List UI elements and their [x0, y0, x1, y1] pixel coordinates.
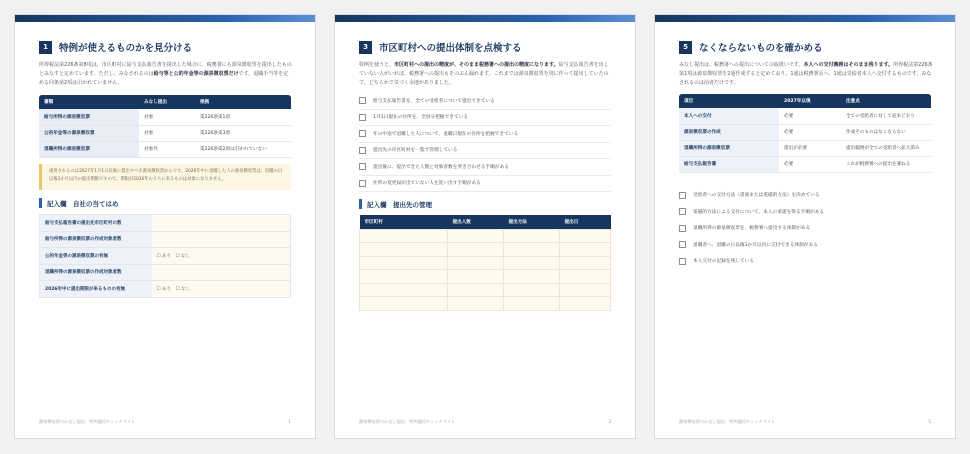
table-input-cell[interactable] — [504, 243, 560, 257]
checklist-item[interactable] — [359, 93, 611, 110]
checkbox[interactable] — [679, 192, 686, 199]
checklist-item[interactable] — [359, 126, 611, 143]
checklist-label: 提出後に、提出できた人数と対象者数を突き合わせる手順がある — [373, 164, 509, 170]
checklist-label: 提出先の市区町村を一覧で管理している — [373, 148, 458, 154]
page-1 — [14, 14, 316, 439]
table-input-cell[interactable] — [448, 229, 504, 243]
table-input-cell[interactable] — [504, 283, 560, 297]
table-input-cell[interactable] — [560, 297, 611, 311]
table-input-cell[interactable] — [448, 283, 504, 297]
table-cell: 給与支払報告書 — [679, 156, 779, 172]
section-title — [679, 40, 823, 54]
page-footer — [679, 419, 931, 425]
table-row — [360, 297, 611, 311]
footer-title: 源泉徴収票のみなし提出 特例適用チェックリスト — [679, 419, 776, 424]
table-cell: 対象 — [139, 109, 195, 125]
table-header: 提出方法 — [504, 215, 560, 229]
table-row — [360, 270, 611, 284]
section-title — [39, 40, 192, 54]
document-scope-table — [39, 95, 291, 158]
form-value-field[interactable]: ☐ あり ☐ なし — [152, 281, 291, 298]
checklist-label: 年の中途で退職した人について、退職日現在の住所を把握できている — [373, 131, 519, 137]
table-row — [679, 156, 931, 172]
remaining-obligations-table — [679, 94, 931, 173]
table-input-cell[interactable] — [560, 283, 611, 297]
checklist-label: 1月1日現在の住所を、全員分把握できている — [373, 115, 469, 121]
form-row — [40, 215, 291, 232]
checklist-label: 退職者へ、退職の日以後1か月以内に交付できる体制がある — [693, 242, 818, 248]
table-header: みなし提出 — [139, 95, 195, 109]
checklist-label: 受給者への交付方法（書面または電磁的方法）を決めている — [693, 193, 820, 199]
table-header: 根拠 — [195, 95, 291, 109]
heading-accent-bar — [359, 199, 362, 209]
form-label: 2026年中に提出期限が来るものの有無 — [40, 281, 152, 298]
table-row — [360, 229, 611, 243]
intro-text: 特例を使うと、市区町村への提出の精度が、そのまま税務署への提出の精度になります。給与支払報告書を出していない人がいれば、税務署への提出もそのぶん漏れます。これまでは源泉徴収票を別に作って提出していたので、どちらかで気づく余地がありました。 — [359, 62, 609, 86]
table-cell: 必要 — [779, 108, 841, 124]
form-heading-text: 記入欄 提出先の管理 — [367, 200, 432, 209]
table-header-row — [679, 94, 931, 108]
checklist-item[interactable] — [679, 220, 931, 237]
checklist-item[interactable] — [679, 187, 931, 204]
table-input-cell[interactable] — [560, 270, 611, 284]
page-3 — [334, 14, 636, 439]
checklist-label: 住所の変更届が出ていない人を洗い出す手順がある — [373, 181, 481, 187]
table-header: 項目 — [679, 94, 779, 108]
table-row — [360, 243, 611, 257]
checkbox[interactable] — [679, 258, 686, 265]
table-cell: 必要 — [779, 124, 841, 140]
page-footer — [359, 419, 611, 425]
submission-management-table — [359, 215, 611, 311]
section-heading: なくならないものを確かめる — [699, 43, 823, 54]
checkbox[interactable] — [359, 97, 366, 104]
checkbox[interactable] — [359, 180, 366, 187]
table-row — [39, 125, 291, 141]
form-row — [40, 231, 291, 248]
table-input-cell[interactable] — [448, 270, 504, 284]
table-cell: 退職所得の源泉徴収票 — [39, 141, 139, 157]
section-heading: 特例が使えるものかを見分ける — [59, 43, 193, 54]
section-number-badge: 5 — [679, 41, 692, 54]
table-input-cell[interactable] — [360, 243, 448, 257]
page-number: 3 — [608, 419, 611, 424]
table-input-cell[interactable] — [360, 270, 448, 284]
self-assessment-form — [39, 214, 291, 298]
table-header: 提出人数 — [448, 215, 504, 229]
form-label: 公的年金等の源泉徴収票の有無 — [40, 248, 152, 265]
page-number: 5 — [928, 419, 931, 424]
table-header: 書類 — [39, 95, 139, 109]
table-cell: 作成そのものはなくならない — [841, 124, 931, 140]
table-row — [679, 124, 931, 140]
section-heading: 市区町村への提出体制を点検する — [379, 43, 522, 54]
table-input-cell[interactable] — [504, 270, 560, 284]
table-cell: 提出が必要 — [779, 140, 841, 156]
table-input-cell[interactable] — [560, 229, 611, 243]
checkbox[interactable] — [679, 241, 686, 248]
table-input-cell[interactable] — [560, 256, 611, 270]
checkbox[interactable] — [359, 147, 366, 154]
table-header: 提出日 — [560, 215, 611, 229]
footer-title: 源泉徴収票のみなし提出 特例適用チェックリスト — [39, 419, 136, 424]
checklist-item[interactable] — [359, 159, 611, 176]
form-heading — [359, 199, 432, 209]
checklist-label: 電磁的方法による交付について、本人の承諾を得る手順がある — [693, 209, 825, 215]
table-row — [39, 141, 291, 157]
page-5 — [654, 14, 956, 439]
page-top-bar — [335, 15, 635, 22]
form-row — [40, 281, 291, 298]
checkbox[interactable] — [679, 225, 686, 232]
table-row — [679, 140, 931, 156]
checkbox[interactable] — [679, 208, 686, 215]
intro-text: 所得税法第226条第8項は、市区町村に給与支払報告書を提出した場合に、税務署にも源泉徴収票を提出したものとみなすと定めています。ただし、みなされるのは給与等と公的年金等の源泉徴収票だけです。退職手当等を定める同条第2項は引かれていません。 — [39, 62, 292, 86]
table-cell: 公的年金等の源泉徴収票 — [39, 125, 139, 141]
table-header-row — [39, 95, 291, 109]
table-input-cell[interactable] — [448, 256, 504, 270]
table-header: 2027年以後 — [779, 94, 841, 108]
table-input-cell[interactable] — [560, 243, 611, 257]
checkbox[interactable] — [359, 130, 366, 137]
form-label: 退職所得の源泉徴収票の作成対象者数 — [40, 264, 152, 281]
table-input-cell[interactable] — [360, 256, 448, 270]
checkbox[interactable] — [359, 114, 366, 121]
page-top-bar — [655, 15, 955, 22]
table-cell: これが税務署への提出を兼ねる — [841, 156, 931, 172]
table-input-cell[interactable] — [360, 297, 448, 311]
table-input-cell[interactable] — [360, 229, 448, 243]
checklist-item[interactable] — [679, 237, 931, 254]
form-row — [40, 248, 291, 265]
table-input-cell[interactable] — [504, 256, 560, 270]
form-label: 給与支払報告書の提出先市区町村の数 — [40, 215, 152, 232]
form-value-field[interactable] — [152, 231, 291, 248]
table-header: 注意点 — [841, 94, 931, 108]
table-row — [39, 109, 291, 125]
table-cell: 提出範囲が全ての受給者へ拡大済み — [841, 140, 931, 156]
footer-title: 源泉徴収票のみなし提出 特例適用チェックリスト — [359, 419, 456, 424]
table-input-cell[interactable] — [448, 297, 504, 311]
table-input-cell[interactable] — [504, 229, 560, 243]
checklist-item[interactable] — [359, 143, 611, 160]
checklist-item[interactable] — [359, 176, 611, 193]
heading-accent-bar — [39, 198, 42, 208]
table-row — [360, 256, 611, 270]
table-header-row — [360, 215, 611, 229]
checklist-label: 本人交付の記録を残している — [693, 259, 754, 265]
table-cell: 第226条第1項 — [195, 109, 291, 125]
table-input-cell[interactable] — [360, 283, 448, 297]
table-cell: 必要 — [779, 156, 841, 172]
checkbox[interactable] — [359, 163, 366, 170]
page-top-bar — [15, 15, 315, 22]
checklist-label: 給与支払報告書を、全ての受給者について提出できている — [373, 98, 495, 104]
table-input-cell[interactable] — [448, 243, 504, 257]
delivery-checklist — [679, 187, 931, 270]
section-title — [359, 40, 522, 54]
intro-text: みなし提出は、税務署への提出についての取扱いです。本人への交付義務はそのまま残ります。所得税法第226条第1項は源泉徴収票を2通作成すると定めており、1通は税務署長へ、1通は受給者本人へ交付するものです。みなされるのは前者だけです。 — [679, 62, 933, 86]
form-row — [40, 264, 291, 281]
table-input-cell[interactable] — [504, 297, 560, 311]
form-value-field[interactable]: ☐ あり ☐ なし — [152, 248, 291, 265]
table-cell: 第226条第3項 — [195, 125, 291, 141]
section-number-badge: 1 — [39, 41, 52, 54]
checklist-item[interactable] — [679, 253, 931, 270]
form-value-field[interactable] — [152, 264, 291, 281]
table-cell: 対象外 — [139, 141, 195, 157]
table-header: 市区町村 — [360, 215, 448, 229]
table-row — [360, 283, 611, 297]
form-heading-text: 記入欄 自社の当てはめ — [47, 199, 119, 208]
form-label: 給与所得の源泉徴収票の作成対象者数 — [40, 231, 152, 248]
section-number-badge: 3 — [359, 41, 372, 54]
table-cell: 本人への交付 — [679, 108, 779, 124]
checklist-label: 退職所得の源泉徴収票を、税務署へ提出する体制がある — [693, 226, 811, 232]
table-cell: 第226条第2項は引かれていない — [195, 141, 291, 157]
checklist-item[interactable] — [679, 204, 931, 221]
page-footer — [39, 419, 291, 425]
table-cell: 給与所得の源泉徴収票 — [39, 109, 139, 125]
page-number: 1 — [288, 419, 291, 424]
submission-checklist — [359, 93, 611, 192]
table-cell: 全ての受給者に対して従来どおり — [841, 108, 931, 124]
table-row — [679, 108, 931, 124]
form-heading — [39, 198, 119, 208]
note-box: 適用されるのは2027年1月1日以後に提出すべき源泉徴収票からです。2026年中に退職した人の源泉徴収票は、退職の日以後1か月以内の提出期限ですので、期限が2026年のうちに来るものは対象になりません。 — [39, 164, 291, 190]
table-cell: 退職所得の源泉徴収票 — [679, 140, 779, 156]
form-value-field[interactable] — [152, 215, 291, 232]
table-cell: 対象 — [139, 125, 195, 141]
checklist-item[interactable] — [359, 110, 611, 127]
table-cell: 源泉徴収票の作成 — [679, 124, 779, 140]
